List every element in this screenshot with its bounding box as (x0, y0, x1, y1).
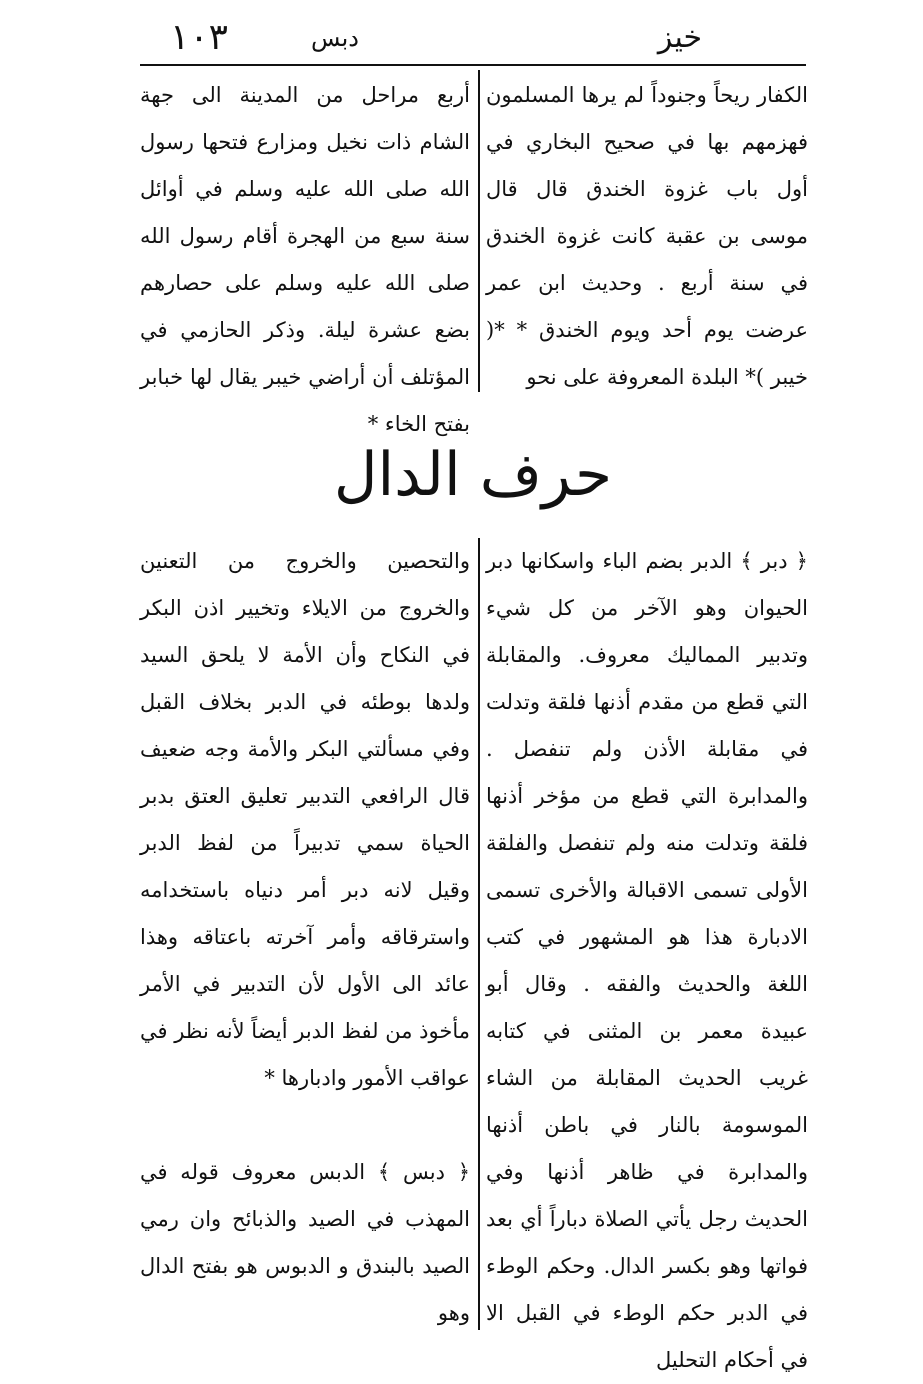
top-left-text: أربع مراحل من المدينة الى جهة الشام ذات نخيل ومزارع فتحها رسول الله صلى الله عليه وسلم في أوائل سنة سبع من الهجرة أقام رسول الله صلى الله عليه وسلم على حصارهم بضع عشرة ليلة. وذكر الحازمي في المؤتلف أن أراضي خيبر يقال لها خبابر بفتح الخاء * (140, 83, 470, 436)
paragraph-gap (140, 1102, 470, 1149)
column-divider-top (478, 70, 480, 392)
top-right-column (486, 72, 808, 402)
column-divider-bottom (478, 538, 480, 1330)
bottom-right-column (486, 538, 808, 1372)
header-keyword-center: دبس (311, 24, 359, 52)
header-rule (140, 64, 806, 66)
page-number: ١٠٣ (170, 17, 229, 58)
section-title: حرف الدال (333, 440, 613, 510)
bottom-right-text: ﴿ دبر ﴾ الدبر بضم الباء واسكانها دبر الحيوان وهو الآخر من كل شيء وتدبير المماليك معروف. والمقابلة التي قطع من مقدم أذنها فلقة وتدلت في مقابلة الأذن ولم تنفصل . والمدابرة التي قطع من مؤخر أذنها فلقة وتدلت منه ولم تنفصل والفلقة الأولى تسمى الاقبالة والأخرى تسمى الادبارة هذا هو المشهور في كتب اللغة والحديث والفقه . وقال أبو عبيدة معمر بن المثنى في كتابه غريب الحديث المقابلة من الشاء الموسومة بالنار في باطن أذنها والمدابرة في ظاهر أذنها وفي الحديث رجل يأتي الصلاة دباراً أي بعد فواتها وهو بكسر الدال. وحكم الوطء في الدبر حكم الوطء في القبل الا في أحكام التحليل (486, 549, 808, 1372)
bottom-left-text-1: والتحصين والخروج من التعنين والخروج من الايلاء وتخيير اذن البكر في النكاح وأن الأمة لا يلحق السيد ولدها بوطئه في الدبر بخلاف القبل وفي مسألتي البكر والأمة وجه ضعيف قال الرافعي التدبير تعليق العتق بدبر الحياة سمي تدبيراً من لفظ الدبر وقيل لانه دبر أمر دنياه باستخدامه واسترقاقه وأمر آخرته باعتاقه وهذا عائد الى الأول لأن التدبير في الأمر مأخوذ من لفظ الدبر أيضاً لأنه نظر في عواقب الأمور وادبارها * (139, 549, 470, 1090)
bottom-left-column (140, 538, 470, 1338)
top-left-column (140, 72, 470, 436)
bottom-left-text-2: ﴿ دبس ﴾ الدبس معروف قوله في المهذب في الصيد والذبائح وان رمي الصيد بالبندق و الدبوس هو بفتح الدال وهو (140, 1160, 470, 1325)
header-keyword-right: خيز (657, 20, 703, 55)
top-right-text: الكفار ريحاً وجنوداً لم يرها المسلمون فهزمهم بها في صحيح البخاري في أول باب غزوة الخندق قال قال موسى بن عقبة كانت غزوة الخندق في سنة أربع . وحديث ابن عمر عرضت يوم أحد ويوم الخندق * *( خيبر )* البلدة المعروفة على نحو (486, 83, 808, 389)
